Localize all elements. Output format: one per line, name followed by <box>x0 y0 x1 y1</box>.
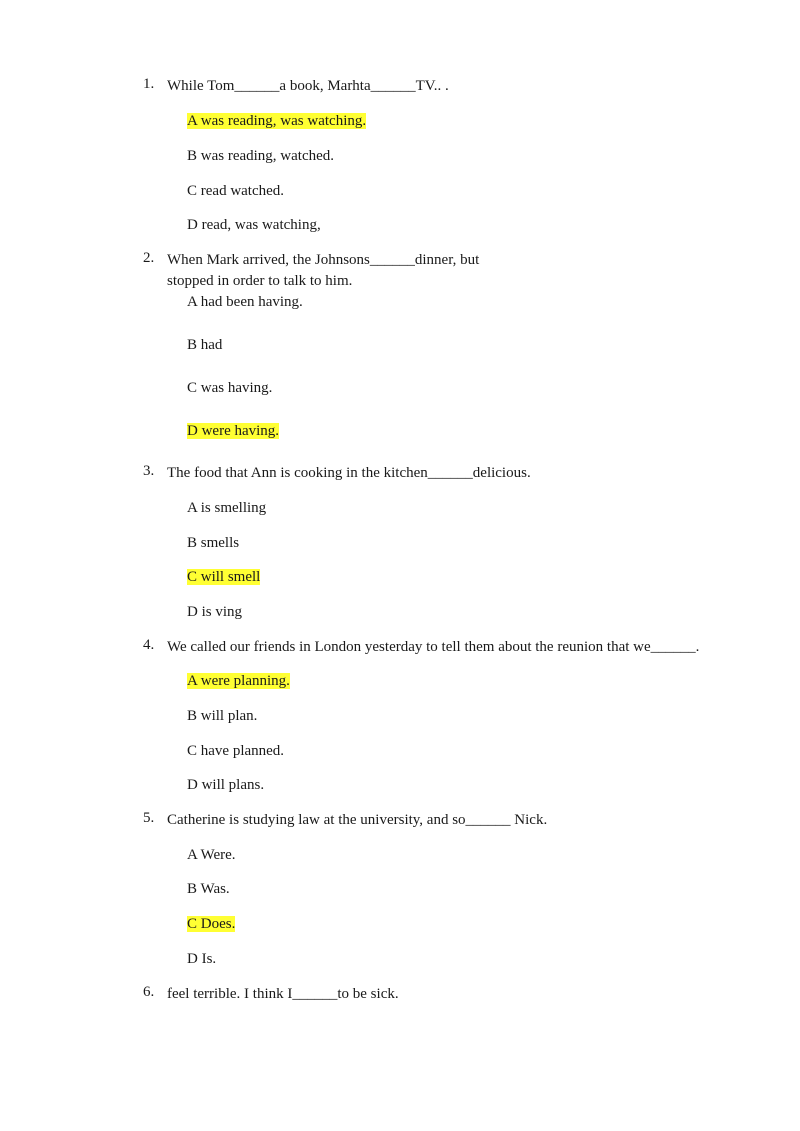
question-1-option-b: B was reading, watched. <box>187 148 335 164</box>
question-text-line: When Mark arrived, the Johnsons______dinner, but <box>167 252 480 268</box>
question-text <box>167 250 767 292</box>
answer-highlight: C will smell <box>187 569 261 585</box>
question-number: 6. <box>143 984 155 1000</box>
answer-highlight: A was reading, was watching. <box>187 113 367 129</box>
question-3-option-b: B smells <box>187 535 240 551</box>
answer-highlight: A were planning. <box>187 673 290 689</box>
question-number: 5. <box>143 810 155 826</box>
question-3-option-d: D is ving <box>187 604 243 620</box>
question-5-option-c <box>187 914 235 934</box>
question-number: 4. <box>143 637 155 653</box>
question-text: feel terrible. I think I______to be sick. <box>167 986 399 1002</box>
question-2-option-a: A had been having. <box>187 294 303 310</box>
question-text: The food that Ann is cooking in the kitchen______delicious. <box>167 465 531 481</box>
question-3-option-a: A is smelling <box>187 500 267 516</box>
question-number: 3. <box>143 463 155 479</box>
question-3-option-c <box>187 567 260 587</box>
question-text: While Tom______a book, Marhta______TV.. . <box>167 78 449 94</box>
question-4-option-a <box>187 671 290 691</box>
question-4-option-c: C have planned. <box>187 743 285 759</box>
answer-highlight: C Does. <box>187 916 236 932</box>
answer-highlight: D were having. <box>187 423 280 439</box>
question-text: We called our friends in London yesterday to tell them about the reunion that we______. <box>167 639 700 655</box>
question-number: 2. <box>143 250 155 266</box>
question-1-option-c: C read watched. <box>187 183 285 199</box>
question-5-option-a: A Were. <box>187 847 236 863</box>
question-text-line: stopped in order to talk to him. <box>167 273 353 289</box>
question-4-option-b: B will plan. <box>187 708 258 724</box>
question-2-option-b: B had <box>187 337 223 353</box>
question-text: Catherine is studying law at the university, and so______ Nick. <box>167 812 548 828</box>
question-4-option-d: D will plans. <box>187 777 265 793</box>
question-2-option-c: C was having. <box>187 380 273 396</box>
question-1-option-d: D read, was watching, <box>187 217 321 233</box>
question-5-option-d: D Is. <box>187 951 217 967</box>
question-5-option-b: B Was. <box>187 881 230 897</box>
question-1-option-a <box>187 111 366 131</box>
question-2-option-d <box>187 421 279 441</box>
question-number: 1. <box>143 76 155 92</box>
